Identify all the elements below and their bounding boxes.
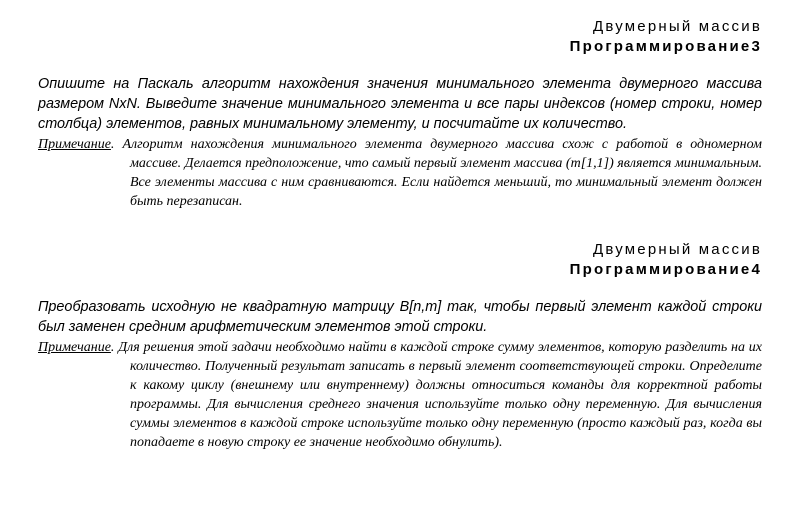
section-subtitle: Программирование4 <box>569 261 762 278</box>
section-title: Двумерный массив <box>593 18 762 35</box>
note-paragraph <box>38 338 762 452</box>
note-label: Примечание <box>38 137 111 152</box>
task-section-4 <box>38 240 762 452</box>
task-section-3 <box>38 17 762 211</box>
note-text: . Алгоритм нахождения минимального элемента двумерного массива схож с работой в одномерном массиве. Делается предположение, что самый первый элемент массива (m[1,1]) является минимальным. Все элементы массива с ним сравниваются. Если найдется меньший, то минимальный элемент должен быть перезаписан. <box>110 137 762 209</box>
note-paragraph <box>38 135 762 211</box>
note-text: . Для решения этой задачи необходимо найти в каждой строке сумму элементов, которую разделить на их количество. Полученный результат записать в первый элемент соответствующей строки. Определите к какому циклу (внешнему или внутреннему) должны относиться команды для корректной работы программы. Для вычисления среднего значения используйте только одну переменную. Для вычисления суммы элементов в каждой строке используйте только одну переменную (просто каждый раз, когда вы попадаете в новую строку ее значение необходимо обнулить). <box>110 340 762 450</box>
section-title: Двумерный массив <box>593 241 762 258</box>
note-label: Примечание <box>38 340 111 355</box>
task-text: Опишите на Паскаль алгоритм нахождения значения минимального элемента двумерного массива размером NxN. Выведите значение минимального элемента и все пары индексов (номер строки, номер столбца) элементов, равных минимальному элементу, и посчитайте их количество. <box>38 76 762 132</box>
section-subtitle: Программирование3 <box>569 38 762 55</box>
task-text: Преобразовать исходную не квадратную матрицу B[n,m] так, чтобы первый элемент каждой строки был заменен средним арифметическим элементов этой строки. <box>38 299 762 335</box>
